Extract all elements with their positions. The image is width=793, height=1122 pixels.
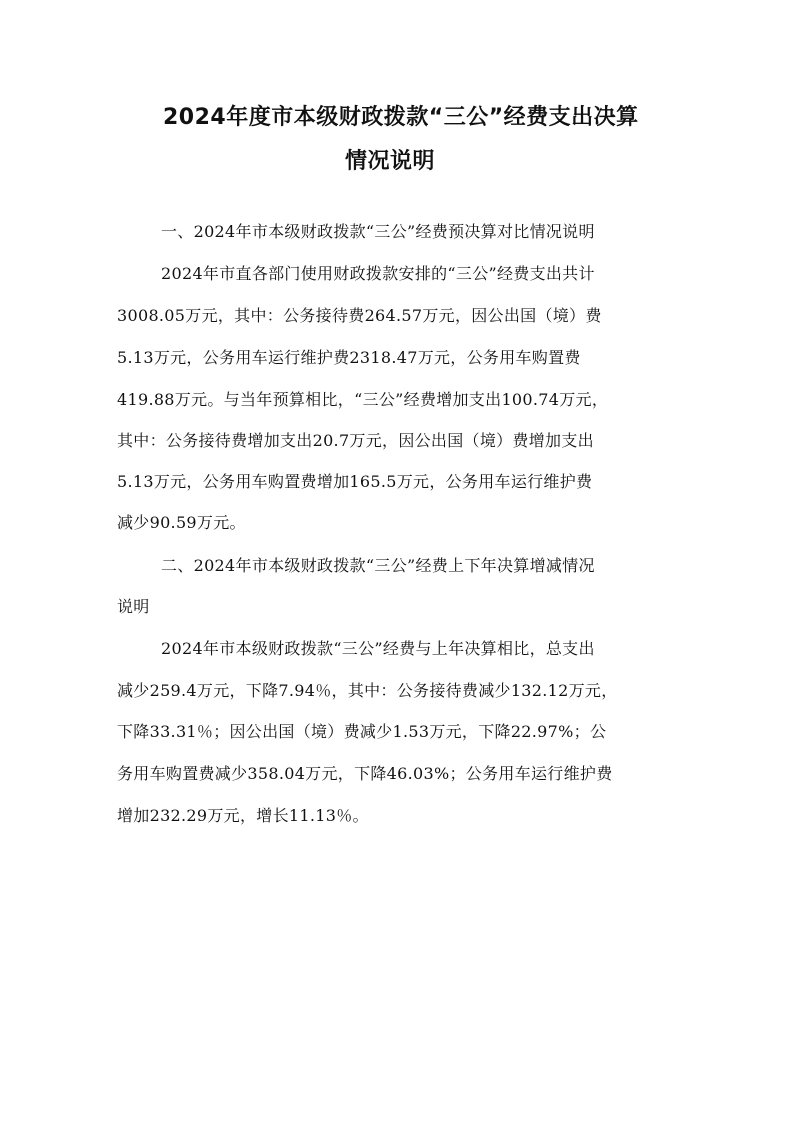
- section-1-paragraph-line-2: 3008.05万元，其中：公务接待费264.57万元，因公出国（境）费: [117, 306, 602, 325]
- section-2-paragraph-line-4: 务用车购置费减少358.04万元，下降46.03%；公务用车运行维护费: [117, 764, 613, 783]
- section-2-paragraph-line-5: 增加232.29万元，增长11.13％。: [117, 806, 369, 825]
- section-2-heading-line-2: 说明: [117, 597, 150, 616]
- section-2-paragraph-line-2: 减少259.4万元，下降7.94％，其中：公务接待费减少132.12万元，: [117, 681, 618, 700]
- section-2-paragraph-line-1: 2024年市本级财政拨款“三公”经费与上年决算相比，总支出: [161, 639, 595, 658]
- section-1-paragraph-line-1: 2024年市直各部门使用财政拨款安排的“三公”经费支出共计: [161, 264, 595, 283]
- section-2-heading-line-1: 二、2024年市本级财政拨款“三公”经费上下年决算增减情况: [161, 556, 595, 575]
- section-1-paragraph-line-5: 其中：公务接待费增加支出20.7万元，因公出国（境）费增加支出: [117, 431, 594, 450]
- document-title-line-1: 2024年度市本级财政拨款“三公”经费支出决算: [163, 105, 639, 130]
- section-1-paragraph-line-7: 减少90.59万元。: [117, 513, 246, 532]
- section-1-paragraph-line-4: 419.88万元。与当年预算相比，“三公”经费增加支出100.74万元，: [117, 390, 609, 409]
- section-1-paragraph-line-3: 5.13万元，公务用车运行维护费2318.47万元，公务用车购置费: [117, 348, 581, 367]
- document-title-line-2: 情况说明: [345, 149, 436, 174]
- section-2-paragraph-line-3: 下降33.31％；因公出国（境）费减少1.53万元，下降22.97%；公: [117, 722, 607, 741]
- section-1-heading: 一、2024年市本级财政拨款“三公”经费预决算对比情况说明: [161, 222, 595, 241]
- section-1-paragraph-line-6: 5.13万元，公务用车购置费增加165.5万元，公务用车运行维护费: [117, 472, 593, 491]
